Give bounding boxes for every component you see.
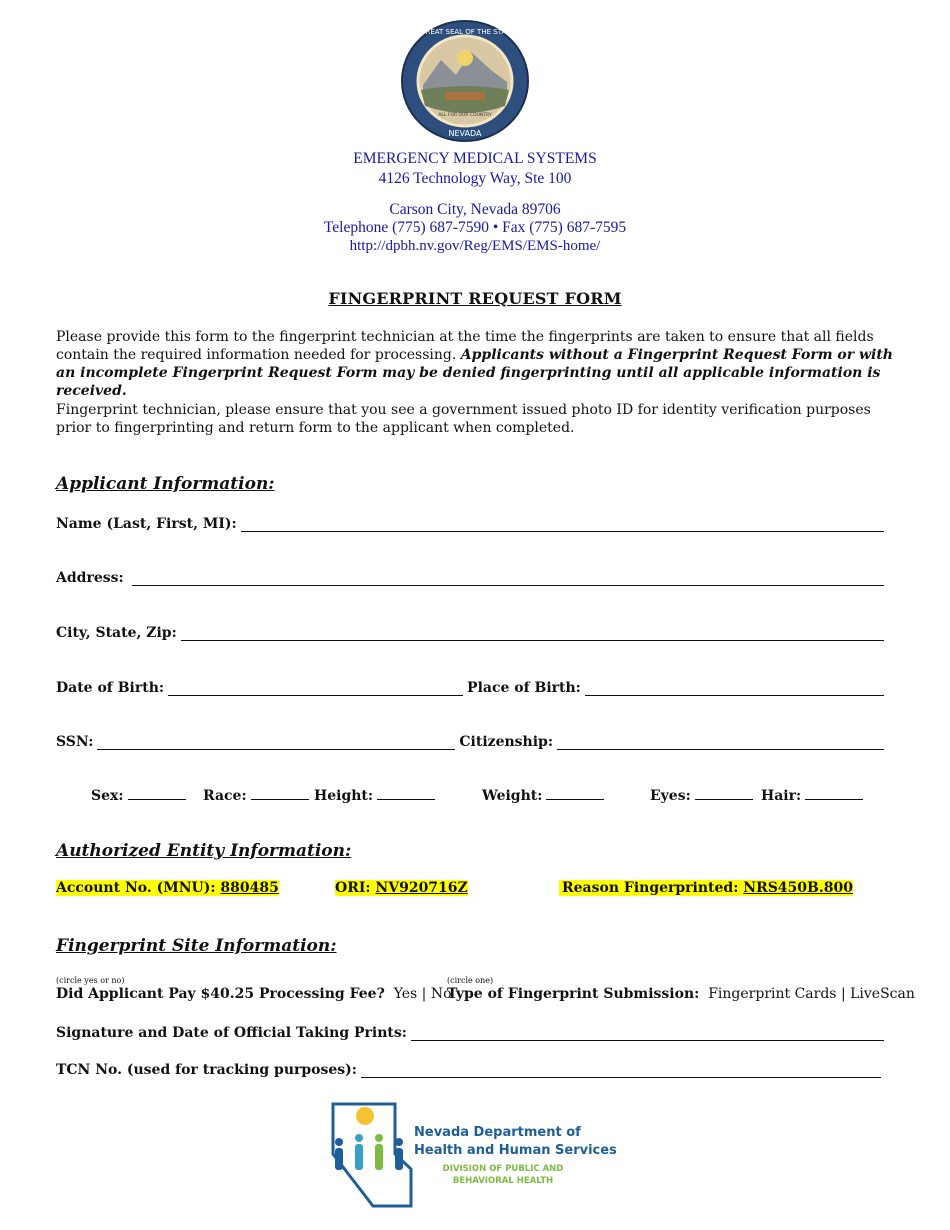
technician-instructions: Fingerprint technician, please ensure that you see a government issued photo ID for identity verification purposes prior to fingerprinting and return form to the applicant when completed. <box>56 402 871 436</box>
address-line[interactable] <box>132 571 884 586</box>
form-title: FINGERPRINT REQUEST FORM <box>328 289 622 308</box>
svg-text:ALL FOR OUR COUNTRY: ALL FOR OUR COUNTRY <box>438 113 492 118</box>
hair-label: Hair: <box>761 788 802 804</box>
ori-label: ORI: <box>335 880 371 896</box>
reason-fingerprinted <box>559 880 853 896</box>
name-field[interactable] <box>56 512 884 532</box>
tcn-field[interactable] <box>56 1058 881 1078</box>
type-options[interactable]: Fingerprint Cards | LiveScan <box>708 986 915 1002</box>
birth-row <box>56 676 884 696</box>
race-label: Race: <box>203 788 247 804</box>
signature-field[interactable] <box>56 1021 884 1041</box>
entity-info-heading: Authorized Entity Information: <box>56 841 352 861</box>
fee-label: Did Applicant Pay $40.25 Processing Fee? <box>56 986 385 1002</box>
ssn-line[interactable] <box>97 735 455 750</box>
ssn-row <box>56 730 884 750</box>
site-info-heading: Fingerprint Site Information: <box>56 936 337 956</box>
signature-label: Signature and Date of Official Taking Prints: <box>56 1025 407 1041</box>
type-label: Type of Fingerprint Submission: <box>447 986 700 1002</box>
circle-yes-no-note: (circle yes or no) <box>56 976 125 985</box>
dhhs-figures-icon <box>325 1094 415 1209</box>
sex-label: Sex: <box>91 788 124 804</box>
account-label: Account No. (MNU): <box>56 880 216 896</box>
name-label: Name (Last, First, MI): <box>56 516 237 532</box>
weight-field[interactable] <box>482 785 604 804</box>
logo-line1: Nevada Department of <box>414 1125 581 1140</box>
intro-paragraph <box>56 328 896 400</box>
height-line[interactable] <box>377 785 435 800</box>
logo-line3: DIVISION OF PUBLIC AND <box>442 1164 564 1174</box>
submission-type <box>447 986 915 1002</box>
ori <box>335 880 468 896</box>
nevada-state-seal <box>401 20 529 142</box>
circle-one-note: (circle one) <box>447 976 494 985</box>
eyes-line[interactable] <box>695 785 753 800</box>
weight-line[interactable] <box>546 785 604 800</box>
height-label: Height: <box>314 788 374 804</box>
applicant-info-heading: Applicant Information: <box>56 474 275 494</box>
hair-field[interactable] <box>761 785 863 804</box>
eyes-label: Eyes: <box>650 788 691 804</box>
race-field[interactable] <box>203 785 309 804</box>
citizenship-line[interactable] <box>557 735 884 750</box>
tcn-line[interactable] <box>361 1063 881 1078</box>
org-address-line1: 4126 Technology Way, Ste 100 <box>378 170 572 187</box>
logo-line4: BEHAVIORAL HEALTH <box>452 1176 554 1186</box>
city-state-zip-field[interactable] <box>56 621 884 641</box>
address-field[interactable] <box>56 566 884 586</box>
dob-line[interactable] <box>168 681 463 696</box>
ori-value: NV920716Z <box>375 880 468 896</box>
weight-label: Weight: <box>482 788 543 804</box>
reason-value: NRS450B.800 <box>743 880 853 896</box>
reason-label: Reason Fingerprinted: <box>562 880 739 896</box>
fee-question <box>56 986 452 1002</box>
org-phone: Telephone (775) 687-7590 • Fax (775) 687-7595 <box>323 219 627 236</box>
account-value: 880485 <box>220 880 279 896</box>
height-field[interactable] <box>314 785 435 804</box>
intro-text: Please provide this form to the fingerprint technician at the time the fingerprints are taken to ensure that all fields contain the required information needed for processing. <box>56 329 874 363</box>
race-line[interactable] <box>251 785 309 800</box>
org-address-line2: Carson City, Nevada 89706 <box>389 201 561 218</box>
org-url[interactable]: http://dpbh.nv.gov/Reg/EMS/EMS-home/ <box>349 238 601 254</box>
org-name: EMERGENCY MEDICAL SYSTEMS <box>353 150 597 167</box>
address-label: Address: <box>56 570 124 586</box>
sex-field[interactable] <box>91 785 186 804</box>
signature-line[interactable] <box>411 1026 884 1041</box>
pob-line[interactable] <box>585 681 884 696</box>
citizenship-label: Citizenship: <box>459 734 554 750</box>
fee-options[interactable]: Yes | No <box>393 986 452 1002</box>
svg-text:THE GREAT SEAL OF THE STATE OF: THE GREAT SEAL OF THE STATE OF <box>403 28 527 36</box>
intro-warning: Applicants without a Fingerprint Request Form or with an incomplete Fingerprint Request Form may be denied fingerprinting until all applicable information is received. <box>56 347 893 399</box>
account-number <box>56 880 279 896</box>
city-line[interactable] <box>181 626 884 641</box>
name-line[interactable] <box>241 517 884 532</box>
eyes-field[interactable] <box>650 785 753 804</box>
tcn-label: TCN No. (used for tracking purposes): <box>56 1062 357 1078</box>
logo-line2: Health and Human Services <box>414 1143 617 1158</box>
ssn-label: SSN: <box>56 734 94 750</box>
dob-label: Date of Birth: <box>56 680 165 696</box>
city-label: City, State, Zip: <box>56 625 177 641</box>
pob-label: Place of Birth: <box>467 680 581 696</box>
dhhs-logo <box>325 1094 617 1209</box>
svg-text:NEVADA: NEVADA <box>448 129 482 138</box>
hair-line[interactable] <box>805 785 863 800</box>
sex-line[interactable] <box>128 785 186 800</box>
